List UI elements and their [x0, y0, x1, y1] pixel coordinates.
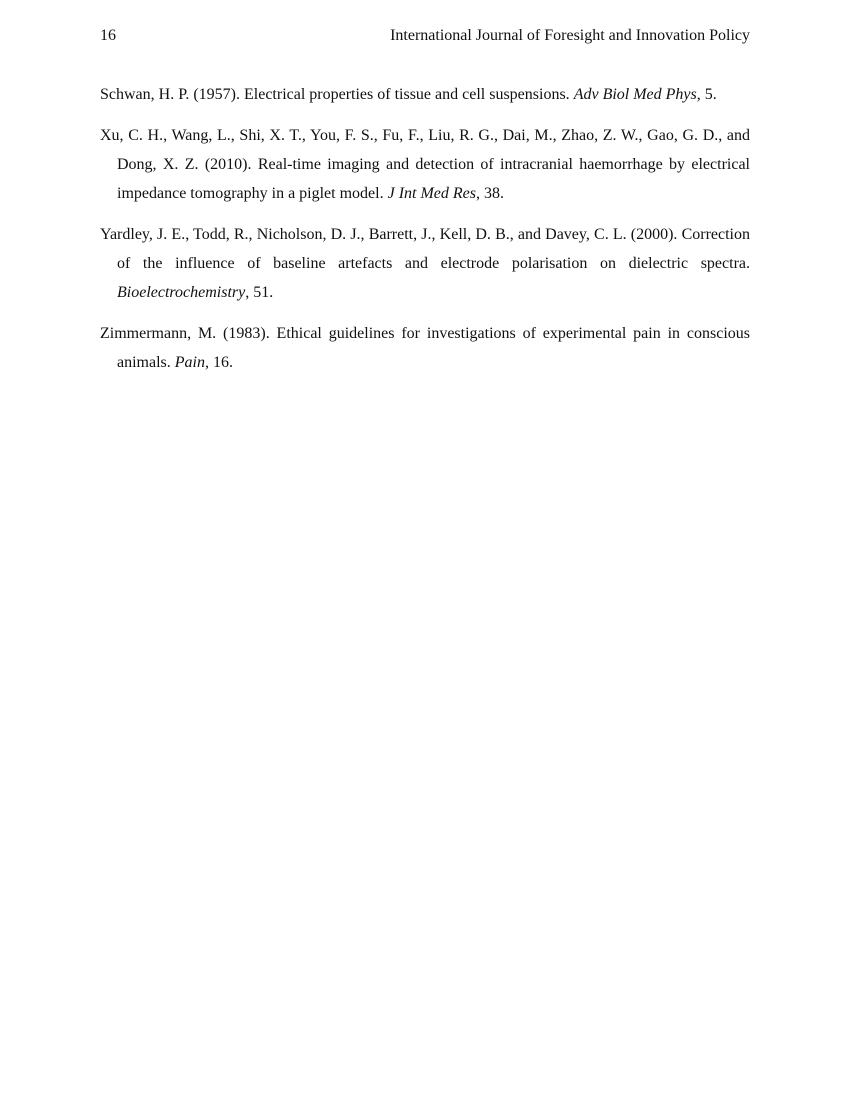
reference-entry [100, 220, 750, 307]
reference-text: Yardley, J. E., Todd, R., Nicholson, D. J., Barrett, J., Kell, D. B., and Davey, C. L. (2000). Correction of the influence of baseline artefacts and electrode polarisation on dielectric spectra. [100, 226, 750, 272]
reference-text: Zimmermann, M. (1983). Ethical guidelines for investigations of experimental pain in conscious animals. [100, 325, 750, 371]
reference-journal: J Int Med Res [387, 185, 476, 202]
reference-journal: Adv Biol Med Phys [573, 86, 697, 103]
reference-journal: Pain [174, 354, 205, 371]
reference-entry [100, 80, 750, 109]
running-head-journal-title: International Journal of Foresight and Innovation Policy [390, 27, 750, 44]
reference-entry [100, 319, 750, 377]
reference-list [100, 80, 750, 389]
page-number: 16 [100, 27, 116, 44]
reference-entry [100, 121, 750, 208]
reference-volume: , 38. [476, 185, 504, 202]
reference-volume: , 16. [204, 354, 233, 371]
reference-text: Schwan, H. P. (1957). Electrical properties of tissue and cell suspensions. [100, 86, 570, 103]
reference-volume: , 5. [696, 86, 717, 103]
reference-volume: , 51. [245, 284, 274, 301]
reference-journal: Bioelectrochemistry [117, 284, 246, 301]
page-header [100, 25, 750, 47]
reference-text: Xu, C. H., Wang, L., Shi, X. T., You, F. S., Fu, F., Liu, R. G., Dai, M., Zhao, Z. W., Gao, G. D., and Dong, X. Z. (2010). Real-time imaging and detection of intracranial haemorrhage by electrical impedance tomography in a piglet model. [100, 127, 750, 202]
